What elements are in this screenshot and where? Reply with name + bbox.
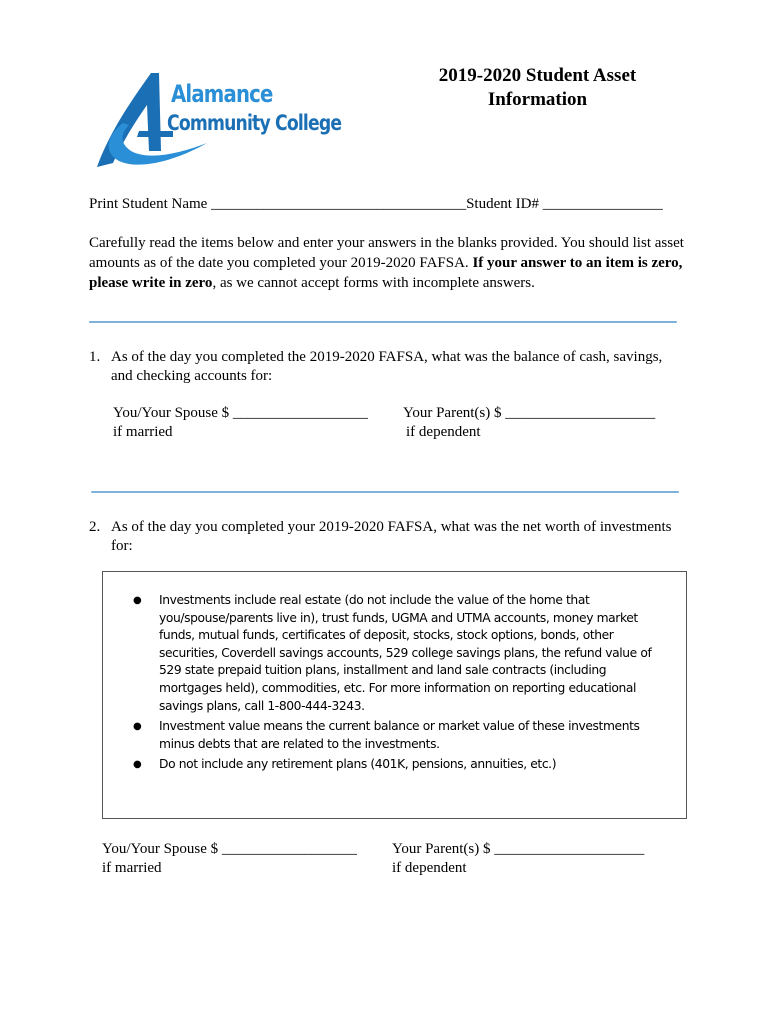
question-number: 1. bbox=[89, 349, 101, 365]
question-2 bbox=[89, 518, 681, 556]
student-cash-note: if married bbox=[113, 424, 173, 440]
student-name-id-field[interactable]: Print Student Name __________________________________Student ID# ________________ bbox=[89, 196, 663, 212]
parent-investments-note: if dependent bbox=[392, 860, 467, 876]
question-number: 2. bbox=[89, 519, 101, 535]
instructions-bold: If your answer to an item is zero, please write in zero bbox=[89, 255, 683, 291]
college-logo bbox=[89, 63, 342, 174]
parent-cash-field[interactable]: Your Parent(s) $ ____________________ bbox=[403, 405, 656, 421]
divider bbox=[91, 491, 679, 493]
list-item bbox=[123, 718, 671, 753]
bullet-text: Investments include real estate (do not include the value of the home that you/spouse/parents live in), trust funds, UGMA and UTMA accounts, money market funds, mutual funds, certificates of deposit, stocks, stock options, bonds, other securities, Coverdell savings accounts, 529 college savings plans, the refund value of 529 state prepaid tuition plans, installment and land sale contracts (including mortgages held), commodities, etc. For more information on reporting educational savings plans, call 1-800-444-3243. bbox=[159, 593, 652, 713]
bullet-icon: ● bbox=[133, 759, 142, 771]
instructions-paragraph bbox=[89, 233, 689, 293]
bullet-icon: ● bbox=[133, 595, 142, 606]
instructions-text: Carefully read the items below and enter your answers in the blanks provided. You should list asset amounts as of the date you completed your 2019-2020 FAFSA. bbox=[89, 235, 684, 271]
question-text: As of the day you completed the 2019-2020 FAFSA, what was the balance of cash, savings, and checking accounts for: bbox=[111, 349, 663, 384]
divider bbox=[89, 321, 677, 323]
student-investments-field[interactable]: You/Your Spouse $ __________________ bbox=[102, 841, 357, 857]
student-cash-field[interactable]: You/Your Spouse $ __________________ bbox=[113, 405, 368, 421]
bullet-text: Do not include any retirement plans (401K, pensions, annuities, etc.) bbox=[159, 757, 557, 772]
list-item bbox=[123, 756, 671, 774]
investments-info-box bbox=[102, 571, 687, 819]
instructions-tail: , as we cannot accept forms with incomplete answers. bbox=[212, 275, 535, 291]
parent-investments-field[interactable]: Your Parent(s) $ ____________________ bbox=[392, 841, 645, 857]
question-1 bbox=[89, 348, 679, 386]
parent-cash-note: if dependent bbox=[406, 424, 481, 440]
page-title: 2019-2020 Student Asset Information bbox=[438, 65, 637, 110]
question-text: As of the day you completed your 2019-2020 FAFSA, what was the net worth of investments for: bbox=[111, 519, 672, 554]
list-item bbox=[123, 592, 671, 715]
bullet-icon: ● bbox=[133, 721, 142, 733]
student-investments-note: if married bbox=[102, 860, 162, 876]
logo-text-alamance: Alamance bbox=[171, 80, 273, 108]
logo-text-community-college: Community College bbox=[167, 111, 342, 135]
bullet-text: Investment value means the current balance or market value of these investments minus debts that are related to the investments. bbox=[159, 719, 640, 751]
bullet-list bbox=[123, 592, 671, 777]
